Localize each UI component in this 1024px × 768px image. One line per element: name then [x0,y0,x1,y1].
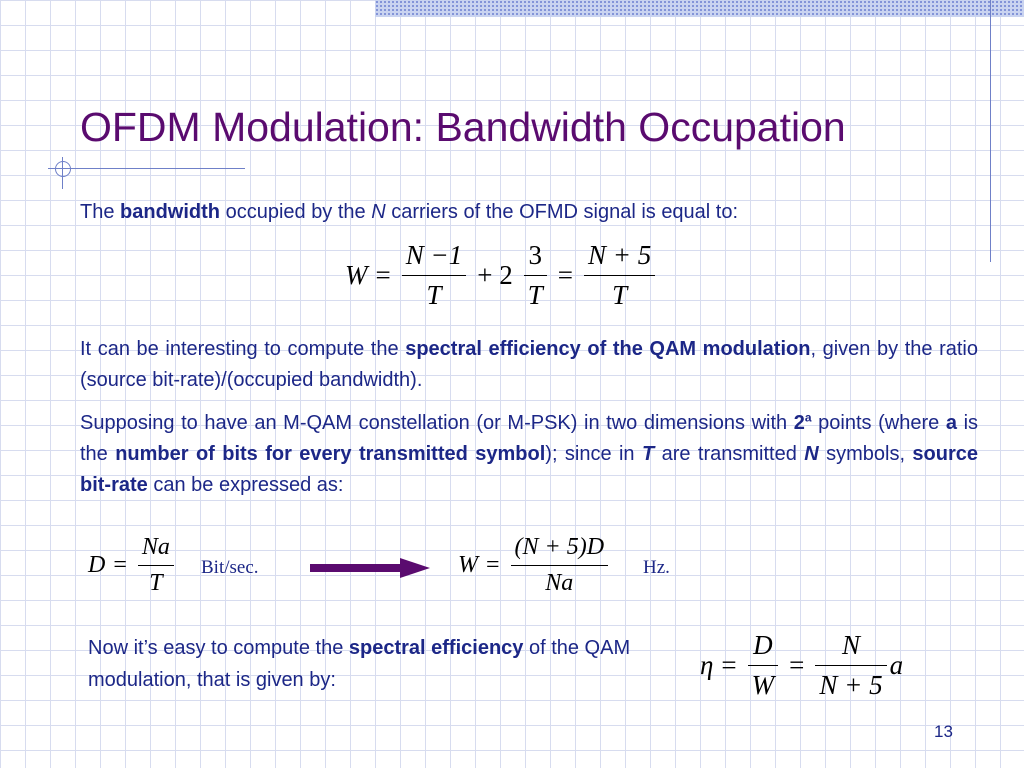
bandwidth-unit: Hz. [643,557,670,578]
right-arrow-icon [310,556,430,580]
n-variable: N [371,201,386,223]
bitrate-equation: D = $\frac{Na}{T}$ [88,534,177,597]
page-number: 13 [934,722,953,741]
decorative-vertical-line [990,0,991,262]
slide-title: OFDM Modulation: Bandwidth Occupation [80,104,846,150]
top-decorative-band [375,0,1024,17]
fraction: $\frac{3}{T}$ [524,240,547,311]
decorative-circle [55,161,71,177]
bandwidth-term: bandwidth [120,201,221,223]
fraction: $\frac{(N + 5)D}{Na}$ [511,534,609,597]
fraction: $\frac{N -1}{T}$ [402,240,466,311]
bitrate-unit: Bit/sec. [201,557,259,578]
bandwidth-bitrate-equation: W = $\frac{(N + 5)D}{Na}$ [458,534,611,597]
spectral-efficiency-paragraph: It can be interesting to compute the spectral efficiency of the QAM modulation, given by the ratio (source bit-rate)/(occupied bandwidth). [80,338,978,391]
fraction: $\frac{D}{W}$ [748,630,779,701]
mqam-paragraph: Supposing to have an M-QAM constellation (or M-PSK) in two dimensions with 2$^a$ points (where a is the number of bits for every transmitted symbol); since in T are transmitted N symbols, source bit-rate can be expressed as: [80,410,979,496]
bandwidth-equation: W = $\frac{N -1}{T}$ + 2 $\frac{3}{T}$ = $\frac{N + 5}{T}$ [345,240,658,311]
fraction: $\frac{N + 5}{T}$ [584,240,655,311]
spectral-efficiency-equation: η = $\frac{D}{W}$ = $\frac{N}{N + 5}$ a [700,630,904,700]
fraction: $\frac{Na}{T}$ [138,534,174,597]
efficiency-intro-paragraph: Now it’s easy to compute the spectral efficiency of the QAM modulation, that is given by: [88,637,631,691]
bandwidth-paragraph: The bandwidth occupied by the N carriers of the OFMD signal is equal to: [80,201,739,223]
fraction: $\frac{N}{N + 5}$ [815,630,886,701]
decorative-horizontal-line [48,168,245,169]
